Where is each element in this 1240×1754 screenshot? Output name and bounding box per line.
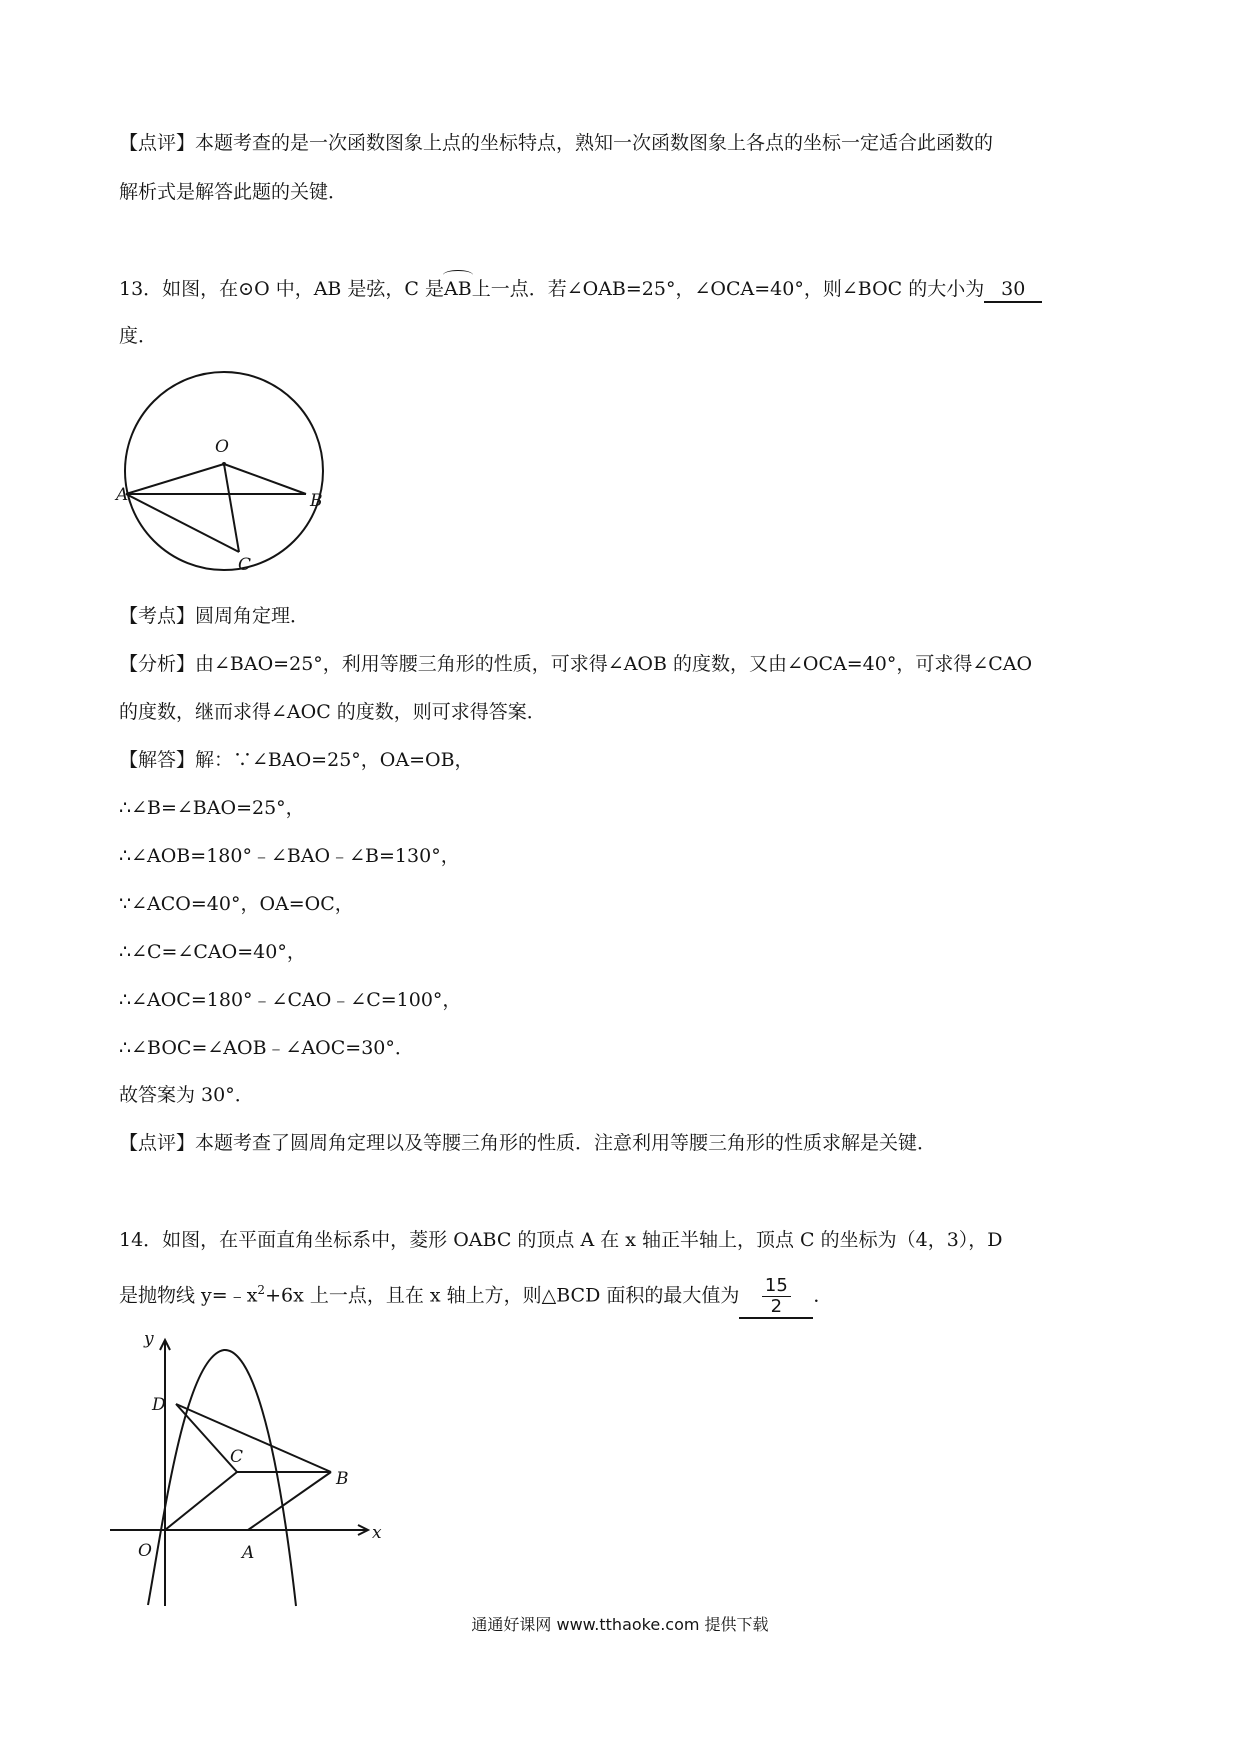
segment-db [176,1404,331,1472]
side-co [165,1472,237,1530]
label-a: A [116,485,129,505]
segment-ob [224,464,306,494]
segment-oc [224,464,239,552]
q13-jieda-line: 故答案为 30°． [119,1084,254,1106]
label-x: x [372,1523,382,1543]
q14-stem-line-2 [119,1276,832,1319]
q13-jieda-line: 【解答】解：∵∠BAO=25°，OA=OB， [119,749,474,771]
prev-comment-line-1: 【点评】本题考查的是一次函数图象上点的坐标特点，熟知一次函数图象上各点的坐标一定适合此函数的 [119,132,994,154]
circle-o [125,372,323,570]
q14-answer-blank [739,1276,813,1319]
label-d: D [152,1395,166,1415]
label-o: O [138,1541,152,1561]
q13-fenxi-line-1: 【分析】由∠BAO=25°，利用等腰三角形的性质，可求得∠AOB 的度数，又由∠OCA=40°，可求得∠CAO [119,653,1033,675]
segment-dc [176,1404,237,1472]
label-o: O [215,437,229,457]
q14-answer-fraction [762,1276,791,1317]
label-y: y [144,1329,154,1349]
q13-answer-blank: 30 [984,277,1042,303]
q14-graph-figure [110,1328,380,1608]
q13-stem-suffix: 度． [119,325,158,347]
q14-stem-prefix: 是抛物线 y=﹣x [119,1284,258,1307]
label-b: B [336,1469,349,1489]
q13-stem-prefix: 13．如图，在⊙O 中，AB 是弦，C 是 [119,278,445,300]
label-b: B [310,491,323,511]
q13-circle-figure [112,370,332,575]
q13-jieda-line: ∴∠BOC=∠AOB﹣∠AOC=30°． [119,1037,414,1059]
arc-mark-icon [443,270,473,280]
q13-jieda-line: ∴∠C=∠CAO=40°， [119,941,306,963]
q14-exponent: 2 [257,1283,266,1298]
label-a: A [242,1543,255,1563]
q13-kaodian: 【考点】圆周角定理． [119,605,310,627]
q13-stem-middle: 上一点．若∠OAB=25°，∠OCA=40°，则∠BOC 的大小为 [471,278,985,300]
q14-stem-middle: +6x 上一点，且在 x 轴上方，则△BCD 面积的最大值为 [265,1284,740,1307]
q13-jieda-line: ∵∠ACO=40°，OA=OC， [119,893,354,915]
fraction-numerator: 15 [762,1276,791,1297]
q14-stem-line-1: 14．如图，在平面直角坐标系中，菱形 OABC 的顶点 A 在 x 轴正半轴上，顶点 C 的坐标为（4，3），D [119,1229,1003,1251]
label-c: C [238,555,252,575]
q13-jieda-line: ∴∠B=∠BAO=25°， [119,797,305,819]
q13-fenxi-line-2: 的度数，继而求得∠AOC 的度数，则可求得答案． [119,701,546,723]
q13-jieda-line: ∴∠AOB=180°﹣∠BAO﹣∠B=130°， [119,845,460,867]
side-ab [248,1472,331,1530]
center-dot [222,462,226,466]
q13-arc-ab: AB [444,277,472,301]
prev-comment-line-2: 解析式是解答此题的关键． [119,181,348,203]
q13-jieda-line: ∴∠AOC=180°﹣∠CAO﹣∠C=100°， [119,989,462,1011]
q13-dianping: 【点评】本题考查了圆周角定理以及等腰三角形的性质．注意利用等腰三角形的性质求解是关键． [119,1132,937,1154]
q14-stem-suffix: ． [813,1284,833,1307]
q13-stem [119,277,1042,303]
fraction-denominator: 2 [770,1296,783,1317]
page-footer: 通通好课网 www.tthaoke.com 提供下载 [471,1615,769,1634]
label-c: C [230,1447,244,1467]
segment-ac [126,494,239,552]
segment-oa [126,464,224,494]
parabola [148,1350,296,1606]
